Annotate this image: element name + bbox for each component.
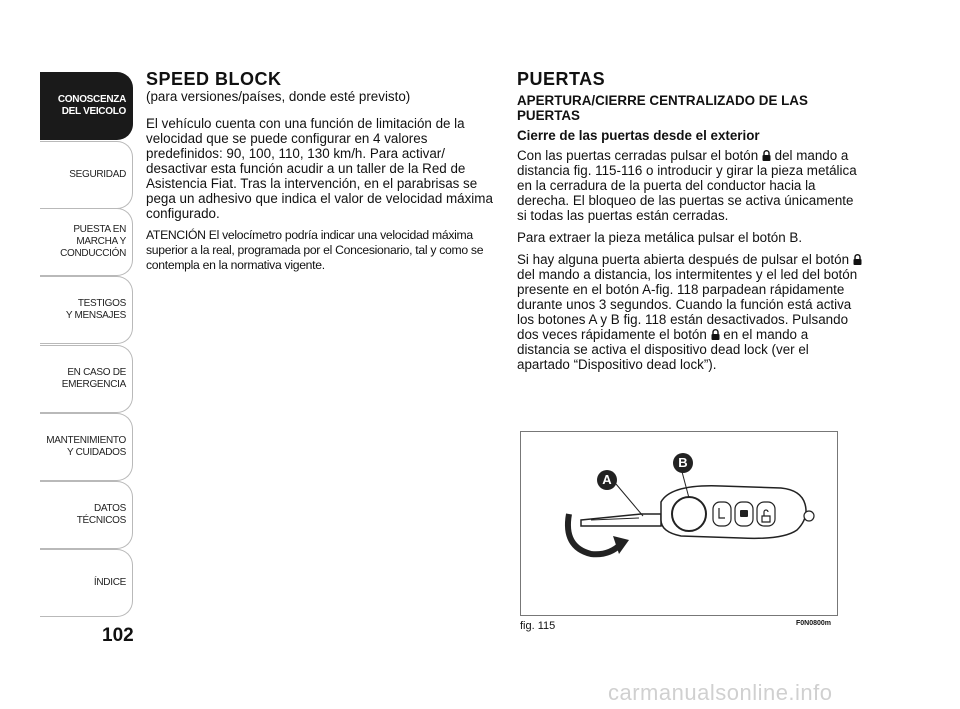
- watermark: carmanualsonline.info: [608, 680, 833, 705]
- section-title: SPEED BLOCK: [146, 69, 282, 89]
- paragraph-1: [517, 148, 862, 223]
- marker-a: A: [597, 470, 617, 490]
- tab-testigos[interactable]: [40, 276, 133, 344]
- tab-label: MANTENIMIENTO Y CUIDADOS: [46, 435, 126, 458]
- section-title: PUERTAS: [517, 69, 606, 89]
- tab-datos-tecnicos[interactable]: [40, 481, 133, 549]
- lock-icon: [711, 329, 720, 340]
- text: en el mando a distancia se activa el dispositivo dead lock (ver el apartado “Dispositivo dead lock”).: [517, 327, 809, 372]
- tab-mantenimiento[interactable]: [40, 413, 133, 481]
- tab-label: TESTIGOS Y MENSAJES: [65, 298, 126, 321]
- tab-label: DATOS TÉCNICOS: [76, 503, 126, 526]
- figure-caption: fig. 115: [520, 620, 556, 632]
- tab-label: SEGURIDAD: [69, 169, 126, 180]
- tab-indice[interactable]: [40, 549, 133, 617]
- left-column: [146, 69, 496, 280]
- tab-conoscenza[interactable]: [40, 72, 133, 140]
- marker-b: B: [673, 453, 693, 473]
- text: Si hay alguna puerta abierta después de pulsar el botón: [517, 252, 850, 267]
- tab-seguridad[interactable]: [40, 141, 133, 209]
- tab-emergencia[interactable]: [40, 345, 133, 413]
- text: Con las puertas cerradas pulsar el botón: [517, 148, 759, 163]
- tab-puesta-en-marcha[interactable]: [40, 208, 133, 276]
- paragraph-3: [517, 252, 862, 372]
- figure-key-fob: [520, 431, 838, 616]
- tab-label: PUESTA EN MARCHA Y CONDUCCIÓN: [60, 224, 126, 259]
- text: del mando a distancia fig. 115-116 o introducir y girar la pieza metálica en la cerradura de la puerta del conductor hacia la derecha. El bloqueo de las puertas se activa únicamente si todas las puertas están cerradas.: [517, 148, 857, 223]
- lock-icon: [762, 150, 771, 161]
- right-column: [517, 69, 862, 379]
- subsection-title: APERTURA/CIERRE CENTRALIZADO DE LAS PUERTAS: [517, 93, 808, 123]
- paragraph-2: Para extraer la pieza metálica pulsar el botón B.: [517, 230, 803, 245]
- tab-label: EN CASO DE EMERGENCIA: [61, 367, 126, 390]
- figure-code: F0N0800m: [796, 620, 832, 627]
- section-subtitle: (para versiones/países, donde esté previsto): [146, 89, 411, 104]
- lock-icon: [853, 254, 862, 265]
- warning-note: ATENCIÓN El velocímetro podría indicar una velocidad máxima superior a la real, programada por el Concesionario, tal y como se contempla en la normativa vigente.: [146, 228, 484, 272]
- page-number: 102: [102, 625, 134, 646]
- speed-block-paragraph: El vehículo cuenta con una función de limitación de la velocidad que se puede configurar en 4 valores predefinidos: 90, 100, 110, 130 km/h. Para activar/ desactivar esta función acudir a un taller de la Red de Asistencia Fiat. Tras la intervención, en el parabrisas se pega un adhesivo que indica el valor de velocidad máxima configurado.: [146, 116, 493, 221]
- text: del mando a distancia, los intermitentes y el led del botón presente en el botón A-fig. 118 parpadean rápidamente durante unos 3 segundos. Cuando la función está activa los botones A y B fig. 118 están desactivados. Pulsando dos veces rápidamente el botón: [517, 267, 858, 342]
- subsubsection-title: Cierre de las puertas desde el exterior: [517, 128, 760, 143]
- tab-label: ÍNDICE: [93, 577, 126, 588]
- tab-label: CONOSCENZA DEL VEICOLO: [57, 94, 126, 117]
